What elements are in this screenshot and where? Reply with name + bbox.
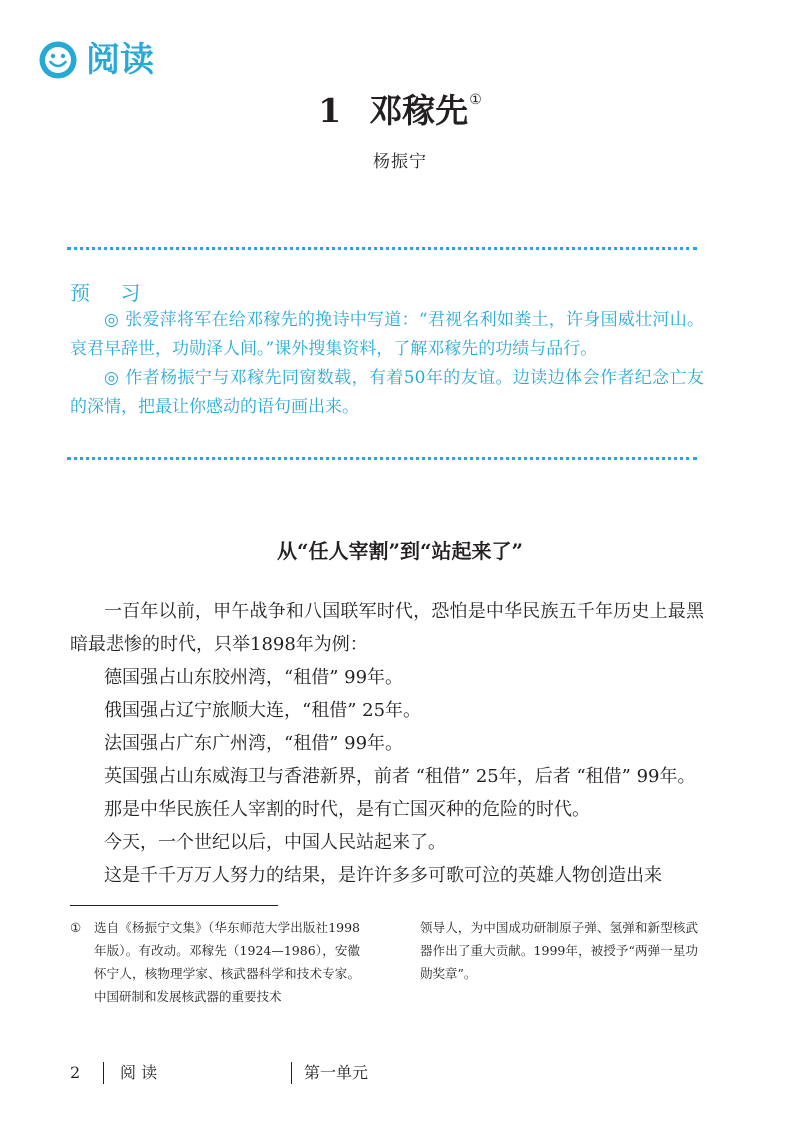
smile-icon — [38, 40, 78, 80]
footnote-mark: ① — [70, 920, 82, 935]
lesson-title — [0, 78, 800, 133]
body-paragraph: 那是中华民族任人宰割的时代，是有亡国灭种的危险的时代。 — [104, 799, 590, 820]
preview-item-text: 作者杨振宁与邓稼先同窗数载，有着50年的友谊。边读边体会作者纪念亡友的深情，把最让你感动的语句画出来。 — [70, 368, 704, 417]
preview-top-divider — [67, 247, 697, 250]
footer-section: 阅 读 — [120, 1063, 158, 1082]
section-badge — [38, 40, 154, 80]
body-paragraph: 这是千千万万人努力的结果，是许许多多可歌可泣的英雄人物创造出来 — [104, 865, 662, 886]
body-paragraph: 俄国强占辽宁旅顺大连，“租借” 25年。 — [104, 700, 422, 721]
body-paragraph: 今天，一个世纪以后，中国人民站起来了。 — [104, 832, 446, 853]
section-subtitle: 从“任人宰割”到“站起来了” — [276, 539, 523, 563]
body-paragraph: 法国强占广东广州湾，“租借” 99年。 — [104, 733, 404, 754]
body-paragraph: 一百年以前，甲午战争和八国联军时代，恐怕是中华民族五千年历史上最黑暗最悲惨的时代，只举1898年为例： — [70, 601, 704, 655]
preview-bottom-divider — [67, 457, 697, 460]
footnote-rule — [70, 905, 278, 906]
footnote-left-text: 选自《杨振宁文集》（华东师范大学出版社1998年版）。有改动。邓稼先（1924—1986），安徽怀宁人，核物理学家、核武器科学和技术专家。中国研制和发展核武器的重要技术 — [94, 920, 360, 1004]
footnote-left — [70, 916, 360, 1008]
footnote-right — [420, 916, 698, 985]
footnote-reference[interactable]: ① — [469, 92, 482, 108]
main-body — [70, 595, 704, 892]
preview-item — [70, 306, 704, 364]
preview-box — [70, 306, 704, 422]
preview-heading: 预 习 — [70, 281, 153, 305]
footnote-right-text: 领导人，为中国成功研制原子弹、氢弹和新型核武器作出了重大贡献。1999年，被授予“两弹一星功勋奖章”。 — [420, 920, 698, 981]
footer-separator — [291, 1062, 292, 1084]
lesson-number: 1 — [318, 91, 342, 130]
lesson-title-text: 邓稼先 — [369, 91, 469, 130]
author-name: 杨振宁 — [373, 152, 427, 172]
bullet-icon: ◎ — [104, 368, 120, 388]
bullet-icon: ◎ — [104, 310, 120, 330]
section-label: 阅读 — [86, 40, 154, 80]
body-paragraph: 英国强占山东威海卫与香港新界，前者 “租借” 25年，后者 “租借” 99年。 — [104, 766, 696, 787]
body-paragraph: 德国强占山东胶州湾，“租借” 99年。 — [104, 667, 404, 688]
footer-unit: 第一单元 — [304, 1063, 369, 1082]
preview-item-text: 张爱萍将军在给邓稼先的挽诗中写道：“君视名利如粪土，许身国威壮河山。哀君早辞世，功勋泽人间。”课外搜集资料，了解邓稼先的功绩与品行。 — [70, 310, 704, 359]
preview-item — [70, 364, 704, 422]
footer-separator — [103, 1062, 104, 1084]
page-number: 2 — [70, 1063, 81, 1082]
